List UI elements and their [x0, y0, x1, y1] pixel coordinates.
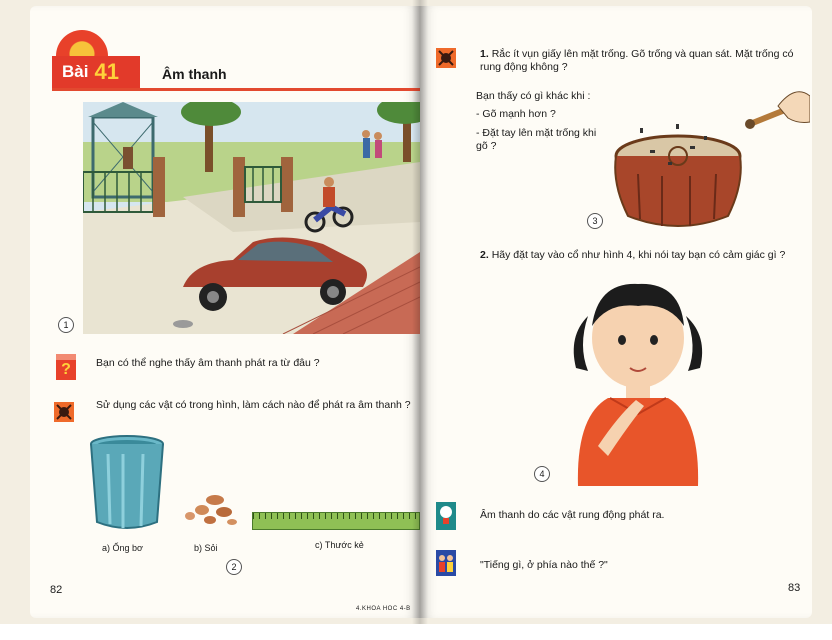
task-1-bullet-1: - Gõ mạnh hơn ? [476, 108, 556, 120]
lesson-title: Âm thanh [162, 66, 227, 82]
page-footer: 4.KHOA HOC 4-B [356, 606, 411, 612]
girl-illustration [558, 276, 718, 486]
street-scene-illustration [83, 102, 420, 334]
ruler-illustration [252, 512, 420, 530]
pebbles-illustration [180, 492, 240, 528]
task-1-bullet-2: - Đặt tay lên mặt trống khi gõ ? [476, 127, 597, 152]
task-2-instruction: Hãy đặt tay vào cổ như hình 4, khi nói tay bạn có cảm giác gì ? [491, 249, 786, 261]
tin-can-illustration [88, 434, 166, 534]
drum-illustration [610, 84, 810, 234]
activity-1-text: Sử dụng các vật có trong hình, làm cách nào để phát ra âm thanh ? [96, 399, 411, 411]
game-icon [436, 550, 456, 576]
task-2-number: 2. [480, 249, 489, 261]
task-1-instruction: Rắc ít vụn giấy lên mặt trống. Gõ trống và quan sát. Mặt trống có rung động không ? [480, 48, 794, 73]
figure-4-number: 4 [534, 466, 550, 482]
figure-1-number: 1 [58, 317, 74, 333]
lesson-word: Bài [62, 62, 89, 81]
page-number-right: 83 [788, 582, 801, 594]
activity-icon [54, 402, 74, 422]
task-1-text [480, 48, 800, 74]
activity-icon [436, 48, 456, 68]
figure-2-number: 2 [226, 559, 242, 575]
right-page [420, 6, 812, 618]
item-label-pebbles: b) Sỏi [194, 543, 218, 553]
item-label-tin-can: a) Ống bơ [102, 543, 143, 553]
question-icon [56, 354, 76, 380]
svg-text:?: ? [61, 361, 71, 378]
question-1-text: Bạn có thể nghe thấy âm thanh phát ra từ đâu ? [96, 357, 320, 369]
lightbulb-icon [436, 502, 456, 530]
figure-3-number: 3 [587, 213, 603, 229]
task-1-subtitle: Bạn thấy có gì khác khi : [476, 90, 591, 102]
page-number-left: 82 [50, 584, 63, 596]
left-page [30, 6, 420, 618]
lesson-number: 41 [94, 59, 119, 84]
item-label-ruler: c) Thước kẻ [315, 540, 364, 550]
conclusion-text: Âm thanh do các vật rung động phát ra. [480, 509, 665, 521]
header-rule [52, 88, 420, 91]
task-1-number: 1. [480, 48, 489, 60]
game-text: "Tiếng gì, ở phía nào thế ?" [480, 559, 608, 571]
lesson-tag [52, 56, 140, 88]
task-2-text [480, 249, 810, 262]
book-spine [412, 0, 428, 624]
